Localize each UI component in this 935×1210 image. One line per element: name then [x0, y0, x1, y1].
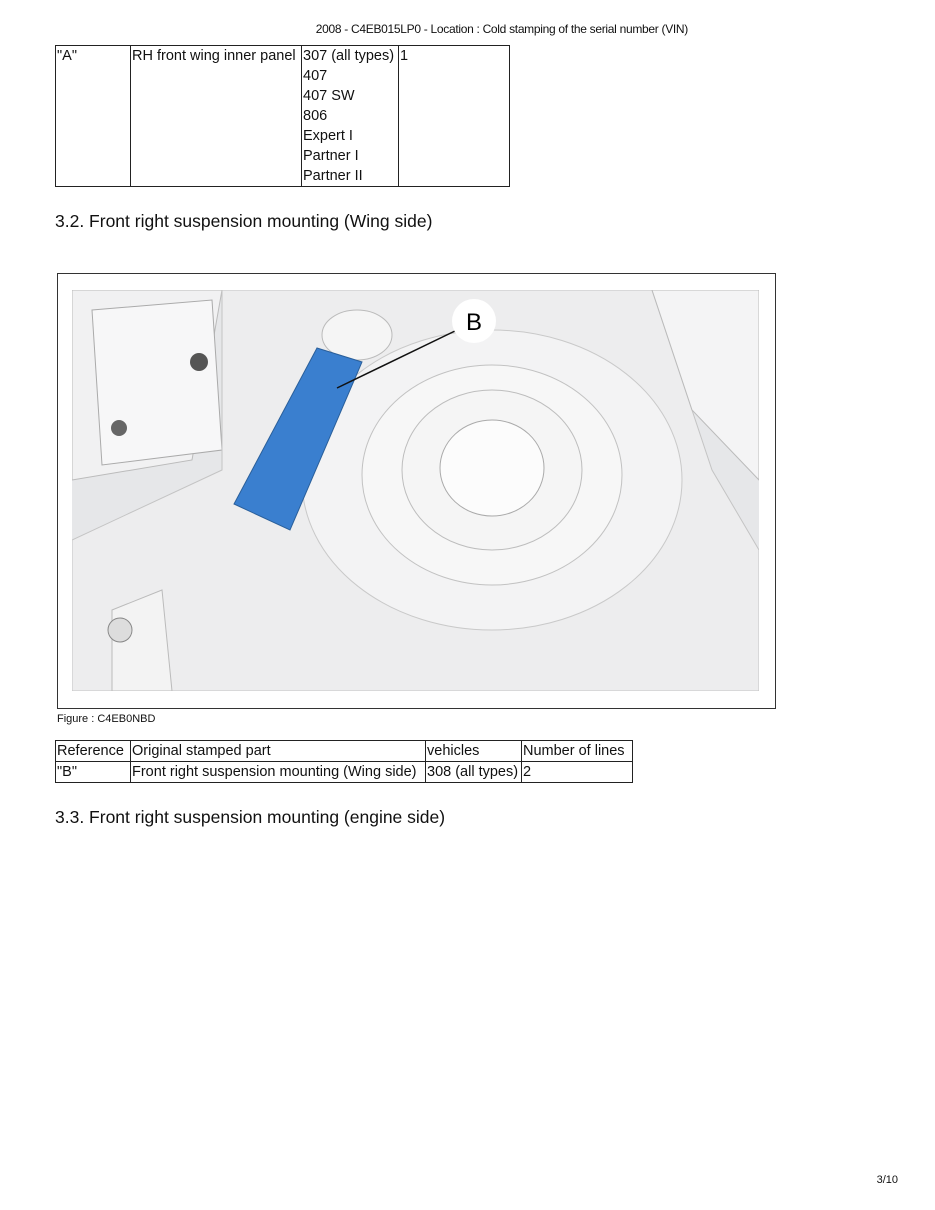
cell-lines: 1	[399, 46, 510, 187]
section-heading-3-2: 3.2. Front right suspension mounting (Wing side)	[55, 211, 433, 231]
cell-reference: "A"	[56, 46, 131, 187]
table-row	[56, 762, 633, 783]
header-lines: Number of lines	[522, 741, 633, 762]
header-vehicles: vehicles	[426, 741, 522, 762]
table-location-b	[55, 740, 633, 783]
vehicle: 407	[303, 68, 328, 84]
vehicle: 307 (all types)	[303, 48, 395, 64]
vehicle: Expert I	[303, 128, 353, 144]
vehicle: Partner I	[303, 148, 359, 164]
header-part: Original stamped part	[131, 741, 426, 762]
cell-part: RH front wing inner panel	[131, 46, 302, 187]
vehicle: 806	[303, 108, 328, 124]
page-header: 2008 - C4EB015LP0 - Location : Cold stamping of the serial number (VIN)	[315, 22, 688, 36]
table-header-row	[56, 741, 633, 762]
cell-vehicles	[302, 46, 399, 187]
cell-lines: 2	[522, 762, 633, 783]
vehicle: Partner II	[303, 168, 363, 184]
cell-reference: "B"	[56, 762, 131, 783]
table-location-a	[55, 45, 510, 187]
figure-frame	[57, 273, 776, 709]
cell-part: Front right suspension mounting (Wing side)	[131, 762, 426, 783]
suspension-mounting-illustration	[72, 290, 759, 691]
callout-label: B	[465, 309, 483, 336]
section-heading-3-3: 3.3. Front right suspension mounting (engine side)	[55, 807, 446, 827]
page-number: 3/10	[876, 1174, 898, 1186]
table-row	[56, 46, 510, 187]
cell-vehicles: 308 (all types)	[426, 762, 522, 783]
vehicle: 407 SW	[303, 88, 355, 104]
figure-caption: Figure : C4EB0NBD	[57, 713, 156, 725]
header-reference: Reference	[56, 741, 131, 762]
